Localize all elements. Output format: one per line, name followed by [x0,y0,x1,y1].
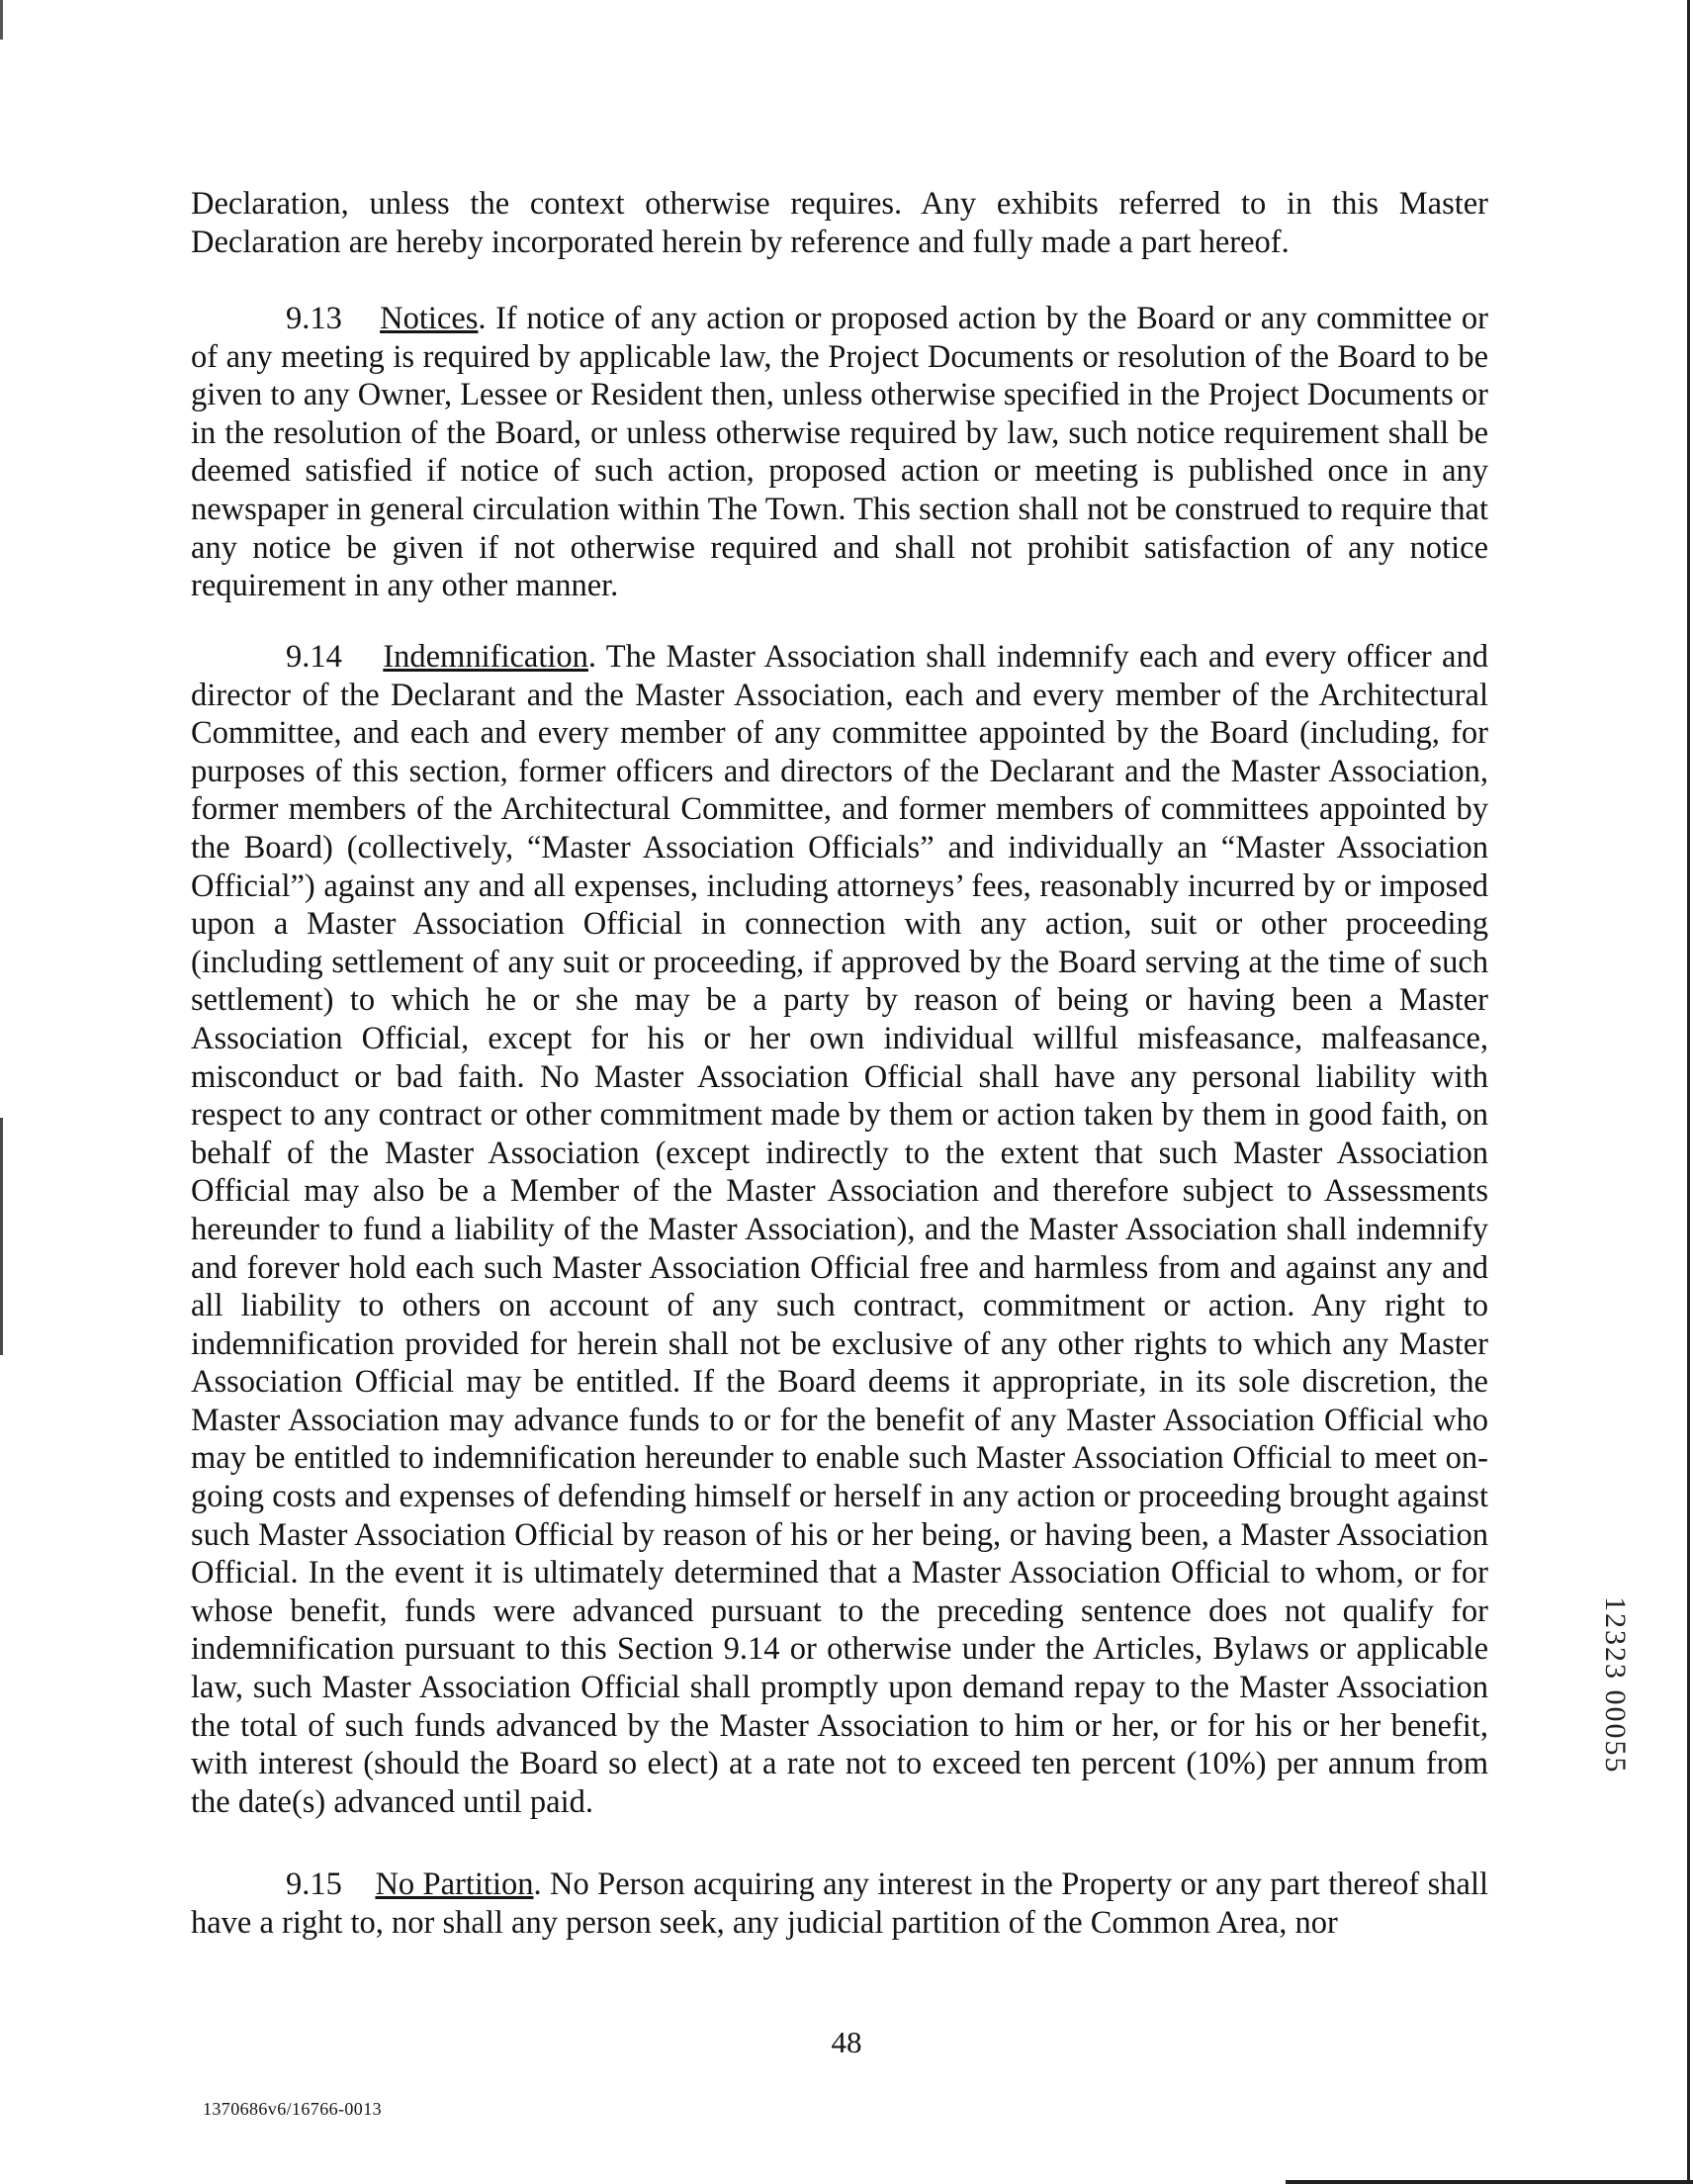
section-number: 9.15 [286,1866,342,1902]
recording-stamp-text: 12323 00055 [1599,1596,1632,1774]
section-body: . No Person acquiring any interest in the Property or any part thereof shall have a right to, nor shall any person seek, any judicial partition of the Common Area, nor [191,1866,1489,1941]
recording-stamp [1594,1596,1634,1873]
section-9-14 [191,638,1488,1821]
intro-paragraph-block [191,185,1488,261]
page-number: 48 [831,2025,862,2059]
section-9-15 [191,1866,1488,1942]
section-heading: No Partition [375,1866,534,1902]
section-9-13 [191,300,1488,605]
section-paragraph [191,300,1488,605]
section-body: . The Master Association shall indemnify each and every officer and director of the Declarant and the Master Association, each and every member of the Architectural Committee, and each and every member of any committee appointed by the Board (including, for purposes of this section, former officers and directors of the Declarant and the Master Association, former members of the Architectural Committee, and former members of committees appointed by the Board) (collectively, “Master Association Officials” and individually an “Master Association Official”) against any and all expenses, including attorneys’ fees, reasonably incurred by or imposed upon a Master Association Official in connection with any action, suit or other proceeding (including settlement of any suit or proceeding, if approved by the Board serving at the time of such settlement) to which he or she may be a party by reason of being or having been a Master Association Official, except for his or her own individual willful misfeasance, malfeasance, misconduct or bad faith. No Master Association Official shall have any personal liability with respect to any contract or other commitment made by them or action taken by them in good faith, on behalf of the Master Association (except indirectly to the extent that such Master Association Official may also be a Member of the Master Association and therefore subject to Assessments hereunder to fund a liability of the Master Association), and the Master Association shall indemnify and forever hold each such Master Association Official free and harmless from and against any and all liability to others on account of any such contract, commitment or action. Any right to indemnification provided for herein shall not be exclusive of any other rights to which any Master Association Official may be entitled. If the Board deems it appropriate, in its sole discretion, the Master Association may advance funds to or for the benefit of any Master Association Official who may be entitled to indemnification hereunder to enable such Master Association Official to meet on-going costs and expenses of defending himself or herself in any action or proceeding brought against such Master Association Official by reason of his or her being, or having been, a Master Association Official. In the event it is ultimately determined that a Master Association Official to whom, or for whose benefit, funds were advanced pursuant to the preceding sentence does not qualify for indemnification pursuant to this Section 9.14 or otherwise under the Articles, Bylaws or applicable law, such Master Association Official shall promptly upon demand repay to the Master Association the total of such funds advanced by the Master Association to him or her, or for his or her benefit, with interest (should the Board so elect) at a rate not to exceed ten percent (10%) per annum from the date(s) advanced until paid. [191,639,1488,1820]
section-heading: Notices [380,301,479,336]
section-number: 9.13 [286,301,342,336]
scan-edge-line [1687,0,1690,2184]
scan-edge-line [1286,2180,1693,2184]
scan-edge-mark [0,1118,3,1355]
section-paragraph [191,638,1488,1821]
document-id: 1370686v6/16766-0013 [203,2099,382,2119]
section-body: . If notice of any action or proposed action by the Board or any committee or of any meeting is required by applicable law, the Project Documents or resolution of the Board to be given to any Owner, Lessee or Resident then, unless otherwise specified in the Project Documents or in the resolution of the Board, or unless otherwise required by law, such notice requirement shall be deemed satisfied if notice of such action, proposed action or meeting is published once in any newspaper in general circulation within The Town. This section shall not be construed to require that any notice be given if not otherwise required and shall not prohibit satisfaction of any notice requirement in any other manner. [191,301,1488,604]
intro-paragraph: Declaration, unless the context otherwise requires. Any exhibits referred to in this Master Declaration are hereby incorporated herein by reference and fully made a part hereof. [191,186,1488,260]
scan-edge-mark [0,0,3,40]
section-heading: Indemnification [383,639,588,675]
section-number: 9.14 [286,639,342,675]
section-paragraph [191,1866,1488,1942]
